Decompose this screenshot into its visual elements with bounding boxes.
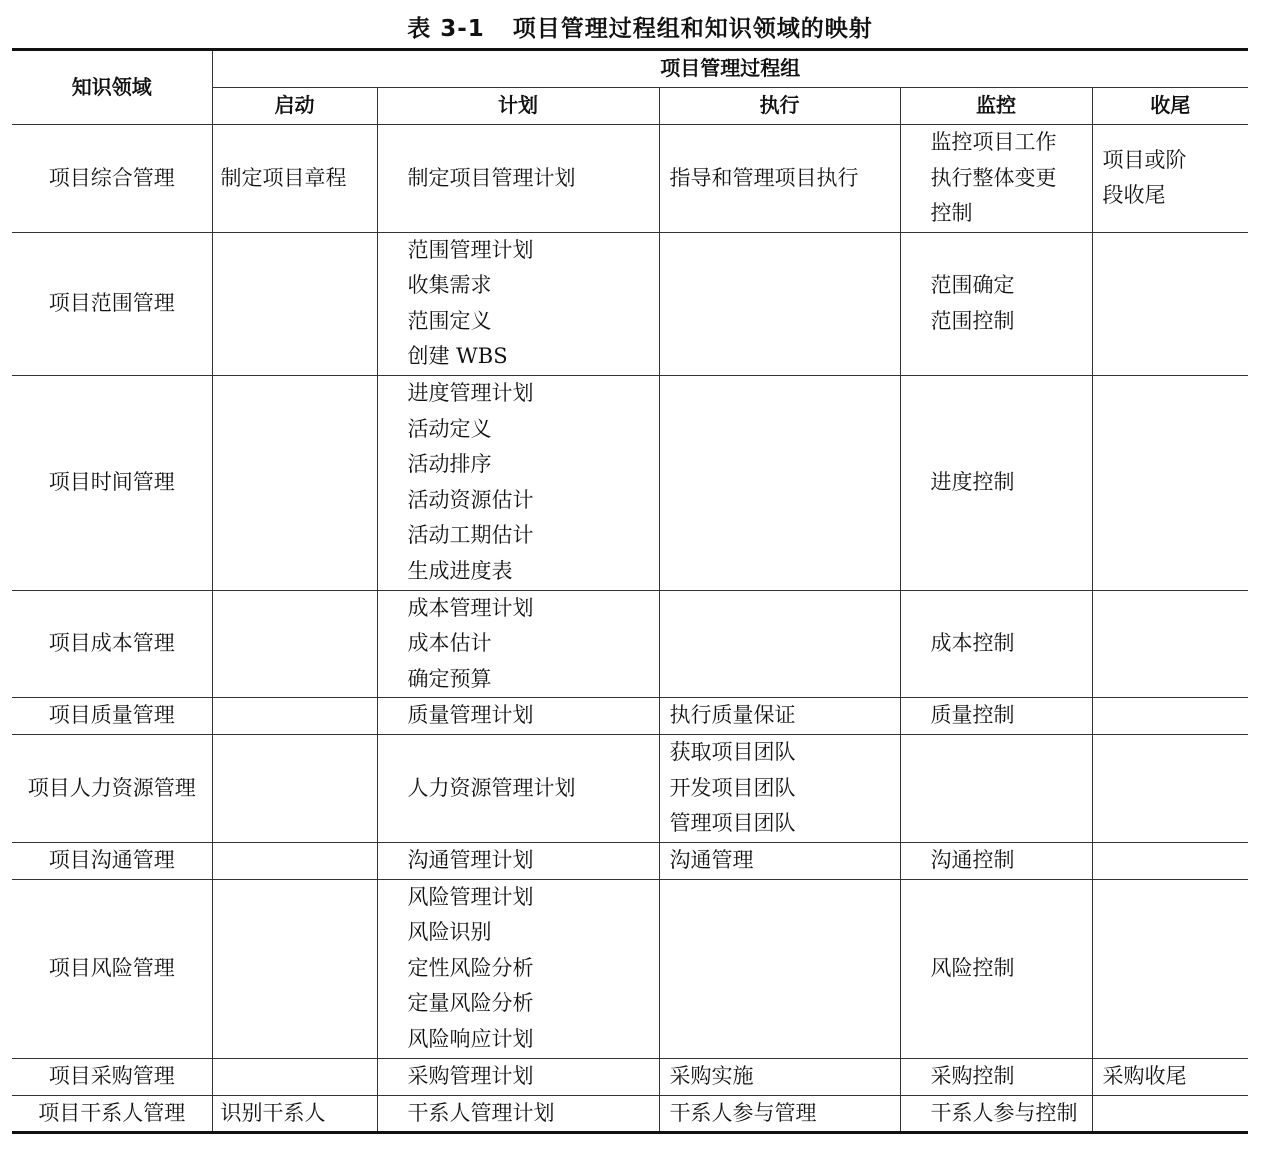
planning-cell bbox=[377, 232, 659, 375]
knowledge-area-cell: 项目成本管理 bbox=[12, 590, 212, 698]
process-name: 干系人管理计划 bbox=[407, 1100, 555, 1125]
executing-cell bbox=[659, 1095, 900, 1133]
planning-cell bbox=[377, 842, 659, 879]
process-name: 沟通管理计划 bbox=[407, 847, 534, 872]
closing-cell bbox=[1092, 1095, 1248, 1133]
closing-cell bbox=[1092, 590, 1248, 698]
process-name: 风险控制 bbox=[930, 955, 1015, 980]
planning-cell bbox=[377, 698, 659, 735]
planning-cell bbox=[377, 1058, 659, 1095]
process-name: 成本管理计划 bbox=[407, 595, 534, 620]
monitoring-cell bbox=[900, 698, 1092, 735]
closing-cell bbox=[1092, 125, 1248, 233]
table-row bbox=[12, 590, 1248, 698]
process-name: 成本控制 bbox=[930, 631, 1015, 655]
initiating-cell bbox=[212, 232, 377, 375]
initiating-cell bbox=[212, 879, 377, 1058]
process-name: 开发项目团队 bbox=[669, 775, 796, 800]
closing-cell bbox=[1092, 1058, 1248, 1095]
caption-text: 项目管理过程组和知识领域的映射 bbox=[512, 16, 873, 42]
closing-cell bbox=[1092, 375, 1248, 590]
initiating-cell bbox=[212, 1058, 377, 1095]
process-name: 干系人参与管理 bbox=[669, 1100, 817, 1125]
initiating-cell bbox=[212, 698, 377, 735]
table-row bbox=[12, 842, 1248, 879]
table-row bbox=[12, 735, 1248, 843]
process-name: 采购实施 bbox=[669, 1063, 754, 1088]
knowledge-area-cell: 项目沟通管理 bbox=[12, 842, 212, 879]
process-name: 干系人参与控制 bbox=[930, 1100, 1078, 1125]
table-row bbox=[12, 375, 1248, 590]
planning-cell bbox=[377, 125, 659, 233]
knowledge-area-cell: 项目范围管理 bbox=[12, 232, 212, 375]
process-name: 活动工期估计 bbox=[407, 523, 534, 547]
monitoring-cell bbox=[900, 375, 1092, 590]
closing-cell bbox=[1092, 879, 1248, 1058]
process-name: 管理项目团队 bbox=[669, 811, 796, 835]
process-name: 范围管理计划 bbox=[407, 237, 534, 262]
table-row bbox=[12, 232, 1248, 375]
process-name: 范围控制 bbox=[930, 308, 1015, 333]
process-name: 项目或阶 bbox=[1102, 147, 1187, 172]
process-name: 风险管理计划 bbox=[407, 884, 534, 909]
mapping-table bbox=[12, 48, 1248, 1134]
executing-cell bbox=[659, 375, 900, 590]
initiating-cell bbox=[212, 590, 377, 698]
process-name: 执行整体变更 bbox=[930, 165, 1057, 190]
knowledge-area-cell: 项目质量管理 bbox=[12, 698, 212, 735]
planning-cell bbox=[377, 1095, 659, 1133]
monitoring-cell bbox=[900, 590, 1092, 698]
process-name: 收集需求 bbox=[407, 273, 492, 297]
knowledge-area-cell: 项目采购管理 bbox=[12, 1058, 212, 1095]
process-name: 活动定义 bbox=[407, 416, 492, 441]
process-name: 风险识别 bbox=[407, 920, 492, 945]
header-monitoring: 监控 bbox=[900, 88, 1092, 125]
process-name: 成本估计 bbox=[407, 631, 492, 655]
header-process-groups: 项目管理过程组 bbox=[212, 50, 1248, 88]
process-name: 创建 WBS bbox=[407, 344, 508, 368]
process-name: 质量控制 bbox=[930, 703, 1015, 728]
monitoring-cell bbox=[900, 1058, 1092, 1095]
caption-number: 表 3-1 bbox=[407, 16, 485, 42]
monitoring-cell bbox=[900, 125, 1092, 233]
executing-cell bbox=[659, 232, 900, 375]
process-name: 识别干系人 bbox=[220, 1100, 326, 1125]
executing-cell bbox=[659, 879, 900, 1058]
monitoring-cell bbox=[900, 879, 1092, 1058]
process-name: 确定预算 bbox=[407, 666, 492, 691]
table-body bbox=[12, 125, 1248, 1133]
process-name: 监控项目工作 bbox=[930, 130, 1057, 154]
knowledge-area-cell: 项目人力资源管理 bbox=[12, 735, 212, 843]
executing-cell bbox=[659, 698, 900, 735]
planning-cell bbox=[377, 879, 659, 1058]
header-knowledge-area: 知识领域 bbox=[12, 50, 212, 125]
process-name: 生成进度表 bbox=[407, 558, 513, 583]
table-row bbox=[12, 698, 1248, 735]
process-name: 范围定义 bbox=[407, 308, 492, 333]
process-name: 指导和管理项目执行 bbox=[669, 165, 859, 190]
planning-cell bbox=[377, 375, 659, 590]
process-name: 制定项目管理计划 bbox=[407, 165, 576, 190]
process-name: 采购收尾 bbox=[1102, 1063, 1187, 1088]
knowledge-area-cell: 项目综合管理 bbox=[12, 125, 212, 233]
process-name: 制定项目章程 bbox=[220, 165, 347, 190]
initiating-cell bbox=[212, 1095, 377, 1133]
initiating-cell bbox=[212, 125, 377, 233]
process-name: 采购管理计划 bbox=[407, 1063, 534, 1088]
header-executing: 执行 bbox=[659, 88, 900, 125]
executing-cell bbox=[659, 1058, 900, 1095]
process-name: 风险响应计划 bbox=[407, 1026, 534, 1051]
process-name: 人力资源管理计划 bbox=[407, 775, 576, 800]
monitoring-cell bbox=[900, 735, 1092, 843]
process-name: 执行质量保证 bbox=[669, 703, 796, 728]
table-row bbox=[12, 1058, 1248, 1095]
executing-cell bbox=[659, 735, 900, 843]
process-name: 进度管理计划 bbox=[407, 381, 534, 405]
process-name: 采购控制 bbox=[930, 1063, 1015, 1088]
initiating-cell bbox=[212, 375, 377, 590]
table-row bbox=[12, 879, 1248, 1058]
process-name: 控制 bbox=[930, 201, 973, 225]
header-planning: 计划 bbox=[377, 88, 659, 125]
closing-cell bbox=[1092, 698, 1248, 735]
monitoring-cell bbox=[900, 232, 1092, 375]
planning-cell bbox=[377, 590, 659, 698]
table-caption bbox=[0, 10, 1280, 43]
closing-cell bbox=[1092, 842, 1248, 879]
header-initiating: 启动 bbox=[212, 88, 377, 125]
executing-cell bbox=[659, 590, 900, 698]
process-name: 段收尾 bbox=[1102, 183, 1166, 208]
process-name: 进度控制 bbox=[930, 469, 1015, 494]
knowledge-area-cell: 项目时间管理 bbox=[12, 375, 212, 590]
closing-cell bbox=[1092, 735, 1248, 843]
initiating-cell bbox=[212, 842, 377, 879]
knowledge-area-cell: 项目风险管理 bbox=[12, 879, 212, 1058]
knowledge-area-cell: 项目干系人管理 bbox=[12, 1095, 212, 1133]
table-row bbox=[12, 1095, 1248, 1133]
executing-cell bbox=[659, 125, 900, 233]
executing-cell bbox=[659, 842, 900, 879]
process-name: 活动资源估计 bbox=[407, 487, 534, 512]
process-name: 定性风险分析 bbox=[407, 955, 534, 980]
process-name: 质量管理计划 bbox=[407, 703, 534, 728]
process-name: 范围确定 bbox=[930, 273, 1015, 297]
planning-cell bbox=[377, 735, 659, 843]
process-name: 沟通控制 bbox=[930, 847, 1015, 872]
process-name: 获取项目团队 bbox=[669, 740, 796, 764]
initiating-cell bbox=[212, 735, 377, 843]
table-row bbox=[12, 125, 1248, 233]
process-name: 定量风险分析 bbox=[407, 991, 534, 1016]
header-closing: 收尾 bbox=[1092, 88, 1248, 125]
process-name: 沟通管理 bbox=[669, 847, 754, 872]
monitoring-cell bbox=[900, 1095, 1092, 1133]
closing-cell bbox=[1092, 232, 1248, 375]
process-name: 活动排序 bbox=[407, 452, 492, 476]
monitoring-cell bbox=[900, 842, 1092, 879]
